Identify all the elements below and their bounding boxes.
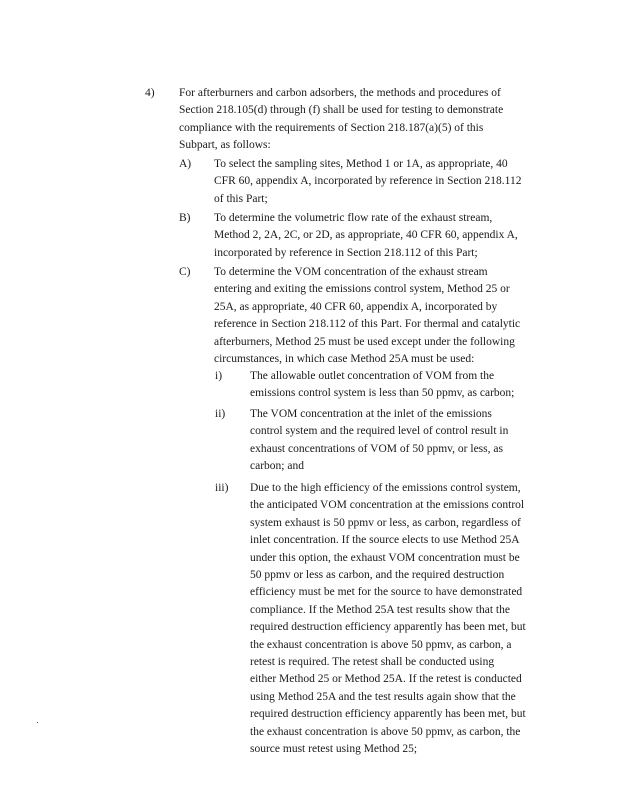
item-iii-label: iii) [215, 482, 229, 494]
item-a-label: A) [179, 158, 192, 170]
text-line: emissions control system is less than 50 ppmv, as carbon; [250, 387, 515, 400]
text-line: system exhaust is 50 ppmv or less, as carbon, regardless of [250, 516, 521, 529]
item-c-label: C) [179, 266, 191, 278]
text-line: Subpart, as follows: [179, 139, 271, 152]
text-line: exhaust concentrations of VOM of 50 ppmv, or less, as [250, 442, 503, 455]
text-line: entering and exiting the emissions control system, Method 25 or [214, 283, 510, 296]
text-line: 25A, as appropriate, 40 CFR 60, appendix A, incorporated by [214, 300, 498, 313]
text-line: afterburners, Method 25 must be used except under the following [214, 335, 515, 348]
text-line: CFR 60, appendix A, incorporated by reference in Section 218.112 [214, 175, 522, 188]
text-line: circumstances, in which case Method 25A must be used: [214, 353, 475, 366]
text-line: control system and the required level of control result in [250, 425, 509, 438]
text-line: Due to the high efficiency of the emissions control system, [250, 482, 521, 494]
item-iii-text [250, 480, 526, 759]
item-i-text [250, 368, 514, 403]
text-line: To determine the volumetric flow rate of the exhaust stream, [214, 212, 493, 224]
item-b-text [214, 210, 518, 262]
scan-speck [37, 722, 38, 723]
item-b-label: B) [179, 212, 191, 224]
text-line: under this option, the exhaust VOM concentration must be [250, 551, 520, 564]
item-ii-text [250, 406, 508, 476]
item-a-text [214, 156, 521, 208]
text-line: compliance. If the Method 25A test results show that the [250, 603, 510, 616]
text-line: 50 ppmv or less as carbon, and the required destruction [250, 569, 505, 582]
item-4-text [179, 85, 503, 155]
text-line: For afterburners and carbon adsorbers, the methods and procedures of [179, 87, 501, 99]
text-line: inlet concentration. If the source elects to use Method 25A [250, 534, 520, 547]
text-line: The allowable outlet concentration of VOM from the [250, 370, 495, 382]
text-line: incorporated by reference in Section 218.112 of this Part; [214, 246, 478, 259]
text-line: required destruction efficiency apparently has been met, but [250, 708, 526, 721]
text-line: To select the sampling sites, Method 1 or 1A, as appropriate, 40 [214, 158, 508, 170]
text-line: Method 2, 2A, 2C, or 2D, as appropriate, 40 CFR 60, appendix A, [214, 229, 518, 242]
text-line: retest is required. The retest shall be conducted using [250, 656, 495, 669]
text-line: the exhaust concentration is above 50 ppmv, as carbon, the [250, 725, 521, 738]
item-i-label: i) [215, 370, 223, 382]
text-line: of this Part; [214, 192, 268, 205]
text-line: To determine the VOM concentration of the exhaust stream [214, 266, 488, 278]
text-line: reference in Section 218.112 of this Part. For thermal and catalytic [214, 318, 521, 331]
text-line: required destruction efficiency apparently has been met, but [250, 621, 526, 634]
text-line: using Method 25A and the test results again show that the [250, 690, 516, 703]
text-line: the anticipated VOM concentration at the emissions control [250, 499, 525, 512]
item-4-label: 4) [145, 87, 155, 99]
text-line: the exhaust concentration is above 50 ppmv, as carbon, a [250, 638, 512, 651]
item-ii-label: ii) [215, 408, 226, 420]
text-line: compliance with the requirements of Section 218.187(a)(5) of this [179, 121, 484, 134]
text-line: source must retest using Method 25; [250, 743, 418, 756]
text-line: The VOM concentration at the inlet of the emissions [250, 408, 492, 420]
text-line: efficiency must be met for the source to have demonstrated [250, 586, 523, 599]
text-line: Section 218.105(d) through (f) shall be used for testing to demonstrate [179, 104, 504, 117]
item-c-text [214, 264, 520, 368]
text-line: carbon; and [250, 460, 304, 473]
text-line: either Method 25 or Method 25A. If the retest is conducted [250, 673, 522, 686]
